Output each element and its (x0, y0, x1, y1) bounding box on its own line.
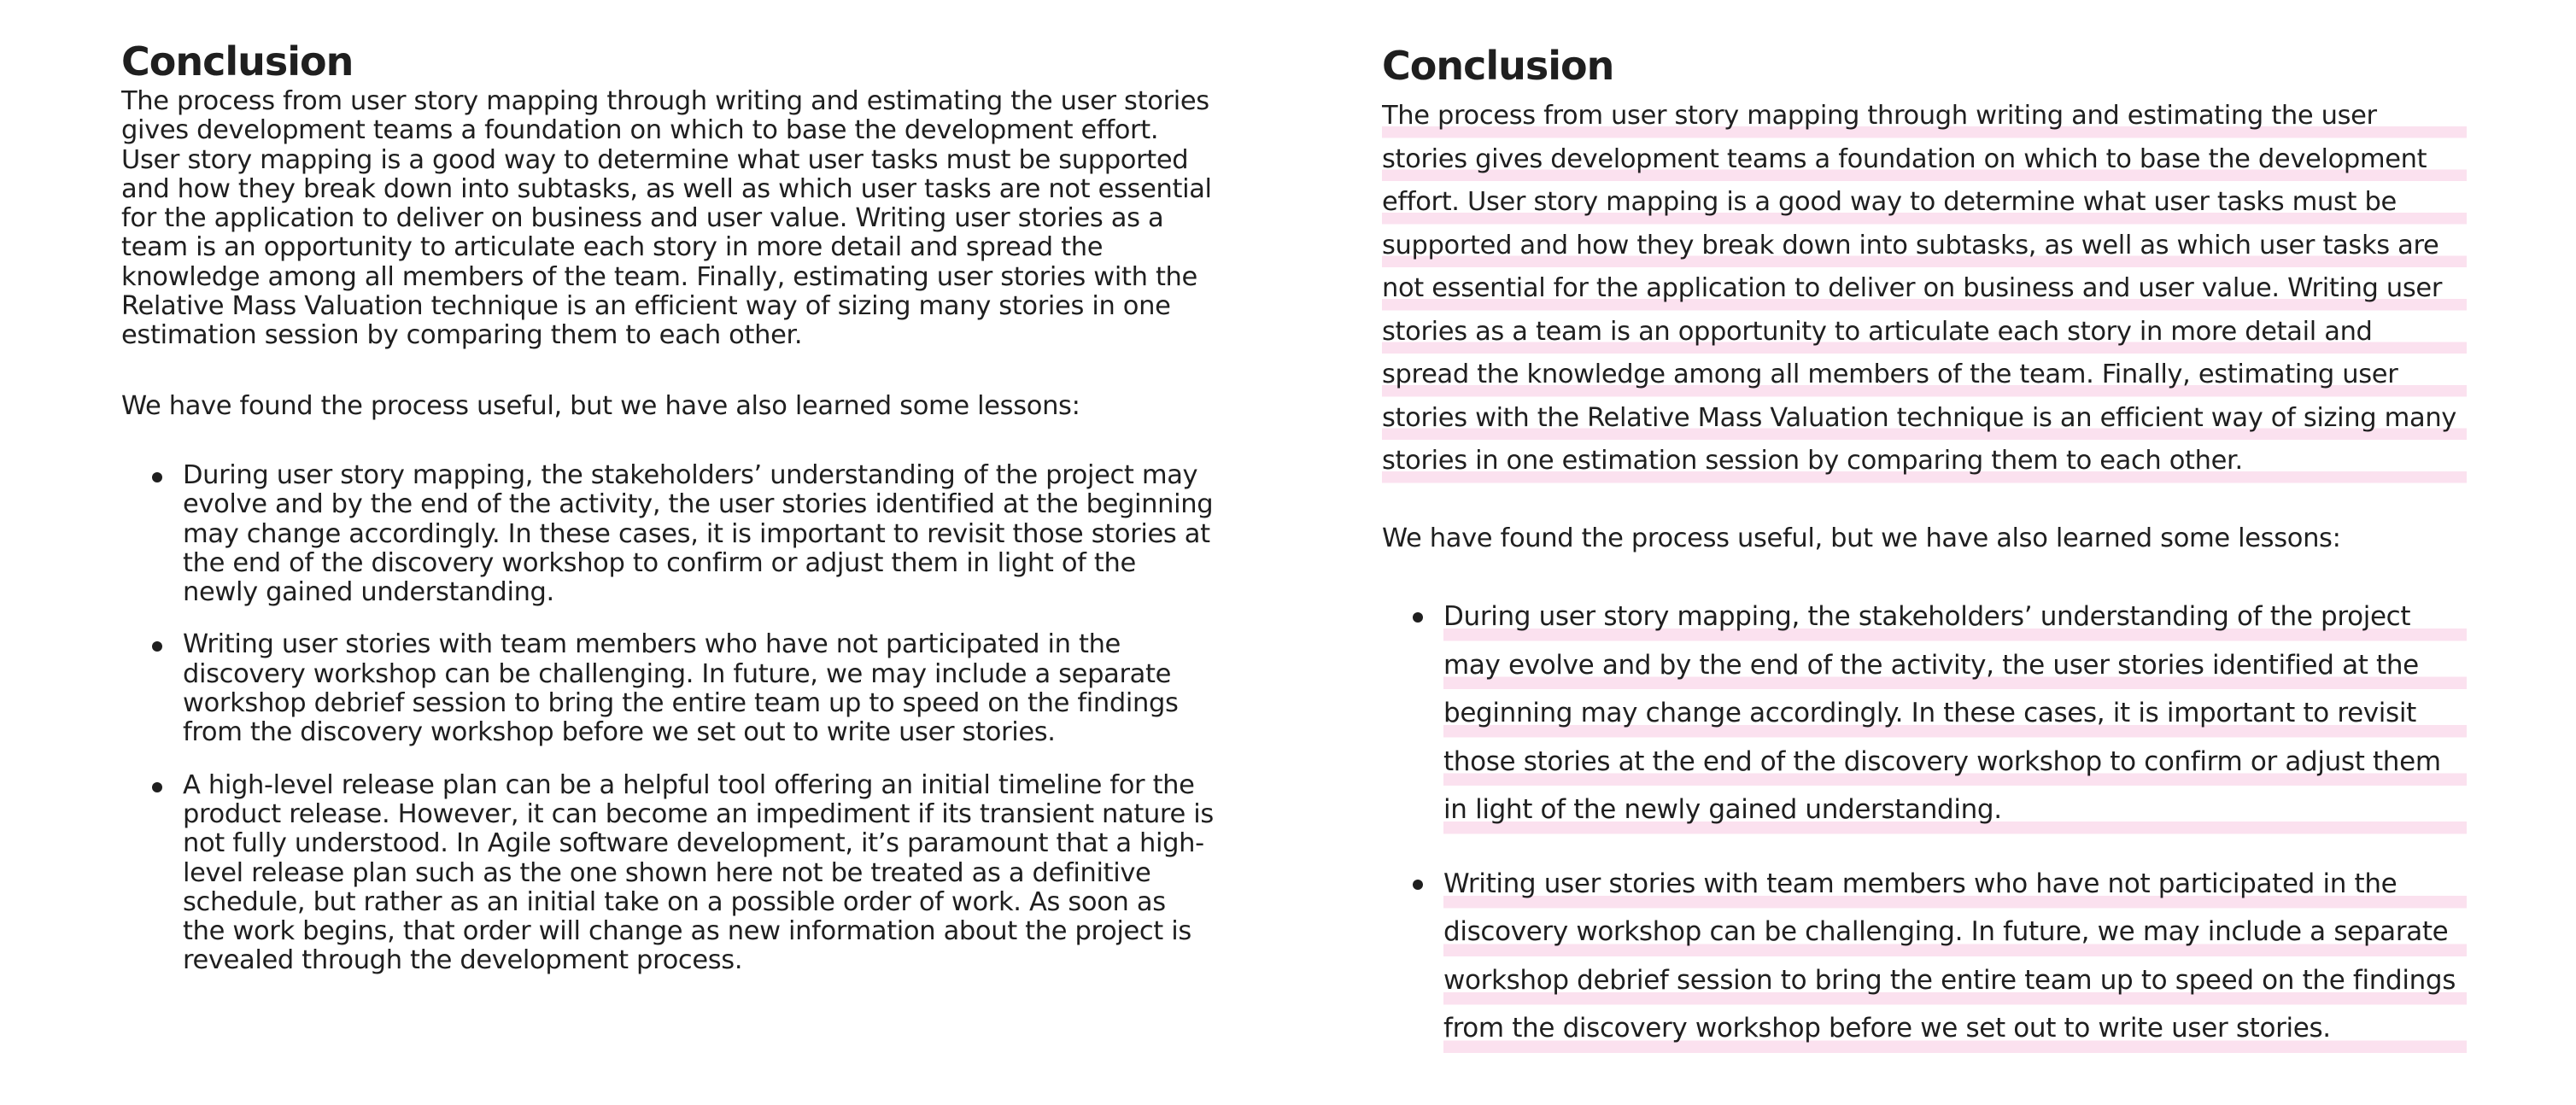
lessons-list (1382, 593, 2467, 1053)
lesson-item: During user story mapping, the stakeholders’ understanding of the project may evolve and by the end of the activity, the user stories identified at the beginning may change accordingly. In these cases, it is important to revisit those stories at the end of the discovery workshop to confirm or adjust them in light of the newly gained understanding. (1443, 593, 2467, 834)
conclusion-heading: Conclusion (121, 38, 354, 85)
conclusion-paragraph: The process from user story mapping through writing and estimating the user stories gives development teams a foundation on which to base the development effort. User story mapping is a good way to determine what user tasks must be supported and how they break down into subtasks, as well as which user tasks are not essential for the application to deliver on business and user value. Writing user stories as a team is an opportunity to articulate each story in more detail and spread the knowledge among all members of the team. Finally, estimating user stories with the Relative Mass Valuation technique is an efficient way of sizing many stories in one estimation session by comparing them to each other. (121, 86, 1212, 351)
lesson-item: Writing user stories with team members who have not participated in the discovery workshop can be challenging. In future, we may include a separate workshop debrief session to bring the entire team up to speed on the findings from the discovery workshop before we set out to write user stories. (183, 630, 1215, 747)
lesson-item: A high-level release plan can be a helpful tool offering an initial timeline for the product release. However, it can become an impediment if its transient nature is not fully understood. In Agile software development, it’s paramount that a high-level release plan such as the one shown here not be treated as a definitive schedule, but rather as an initial take on a possible order of work. As soon as the work begins, that order will change as new information about the project is revealed through the development process. (183, 769, 1214, 976)
lessons-intro: We have found the process useful, but we have also learned some lessons: (121, 390, 1080, 421)
lessons-list (121, 461, 1215, 976)
lesson-item: During user story mapping, the stakeholders’ understanding of the project may evolve and by the end of the activity, the user stories identified at the beginning may change accordingly. In these cases, it is important to revisit those stories at the end of the discovery workshop to confirm or adjust them in light of the newly gained understanding. (183, 459, 1214, 608)
lesson-item: Writing user stories with team members who have not participated in the discovery workshop can be challenging. In future, we may include a separate workshop debrief session to bring the entire team up to speed on the findings from the discovery workshop before we set out to write user stories. (1443, 860, 2467, 1053)
conclusion-paragraph: The process from user story mapping through writing and estimating the user stories gives development teams a foundation on which to base the development effort. User story mapping is a good way to determine what user tasks must be supported and how they break down into subtasks, as well as which user tasks are not essential for the application to deliver on business and user value. Writing user stories as a team is an opportunity to articulate each story in more detail and spread the knowledge among all members of the team. Finally, estimating user stories with the Relative Mass Valuation technique is an efficient way of sizing many stories in one estimation session by comparing them to each other. (1382, 95, 2467, 483)
right-page-panel-with-line-guides (1382, 0, 2467, 1105)
lessons-intro: We have found the process useful, but we have also learned some lessons: (1382, 523, 2341, 553)
left-page-panel (121, 0, 1215, 1105)
conclusion-heading: Conclusion (1382, 43, 1614, 89)
